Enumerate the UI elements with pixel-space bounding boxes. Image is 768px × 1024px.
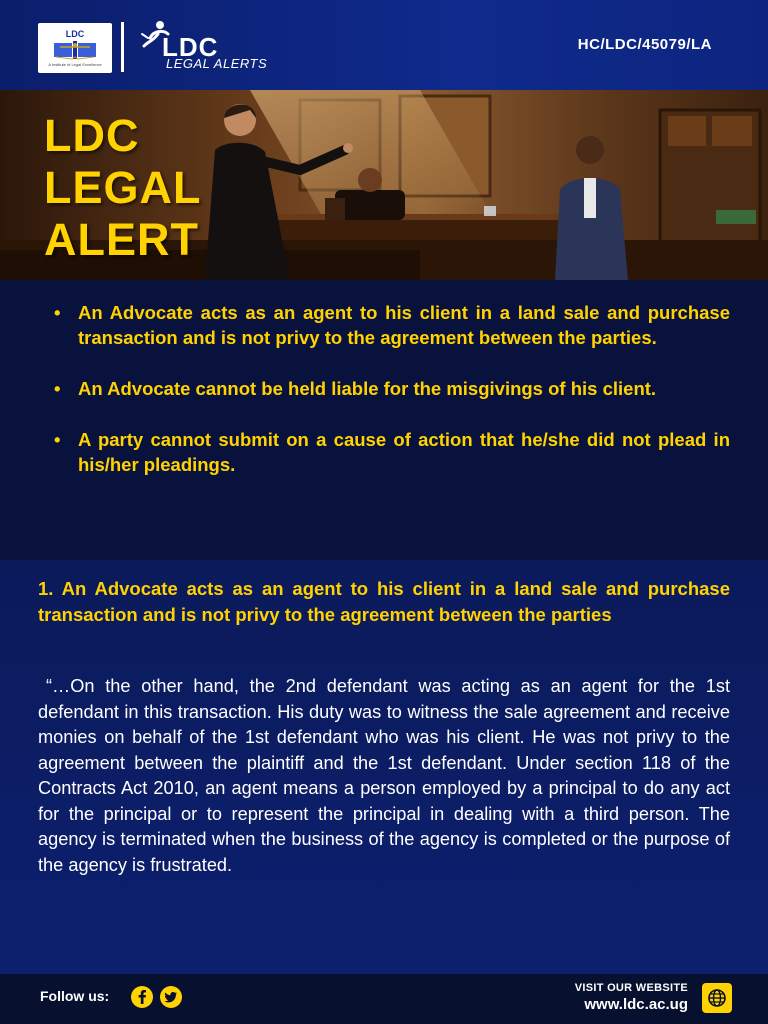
header-bar	[0, 0, 768, 90]
logo-tagline: A Institute of Legal Excellence	[48, 62, 102, 67]
facebook-icon[interactable]	[131, 986, 153, 1008]
logo-text: LDC	[65, 29, 85, 39]
hero-banner	[0, 90, 768, 280]
reference-number: HC/LDC/45079/LA	[577, 36, 712, 53]
section-heading: 1. An Advocate acts as an agent to his client in a land sale and purchase transaction and is not privy to the agreement between the parties	[38, 578, 730, 625]
hero-title-line: LEGAL	[44, 162, 202, 213]
website-link[interactable]: www.ldc.ac.ug	[584, 996, 688, 1013]
summary-section	[0, 280, 768, 560]
hero-title-line: ALERT	[44, 214, 199, 265]
brand-subtitle: LEGAL ALERTS	[166, 56, 268, 71]
footer-bar	[0, 974, 768, 1024]
section-one	[0, 560, 768, 974]
summary-bullet: • An Advocate acts as an agent to his client in a land sale and purchase transaction and is not privy to the agreement between the parties.	[54, 300, 730, 350]
brand-title: LDC	[162, 32, 219, 62]
summary-bullet: • An Advocate cannot be held liable for the misgivings of his client.	[54, 376, 730, 401]
book-scales-icon	[52, 39, 98, 61]
header-divider	[121, 22, 124, 72]
hero-title	[44, 110, 202, 266]
follow-us-label: Follow us:	[40, 988, 110, 1004]
globe-icon[interactable]	[702, 983, 732, 1013]
judgment-quote: “…On the other hand, the 2nd defendant was acting as an agent for the 1st defendant in this transaction. His duty was to witness the sale agreement and receive monies on behalf of the 1st defendant who was his client. He was not privy to the agreement between the plaintiff and the 1st defendant. Under section 118 of the Contracts Act 2010, an agent means a person employed by a principal to do any act for the principal or to represent the principal in dealing with a third person. The agency is terminated when the business of the agency is completed or the purpose of the agency is frustrated.	[38, 676, 730, 875]
brand-mark	[134, 20, 314, 74]
hero-title-line: LDC	[44, 110, 140, 161]
summary-bullet-list	[54, 300, 730, 503]
visit-website-label: VISIT OUR WEBSITE	[574, 982, 688, 994]
twitter-icon[interactable]	[160, 986, 182, 1008]
summary-bullet: • A party cannot submit on a cause of action that he/she did not plead in his/her pleadings.	[54, 427, 730, 477]
ldc-logo[interactable]	[38, 23, 112, 73]
